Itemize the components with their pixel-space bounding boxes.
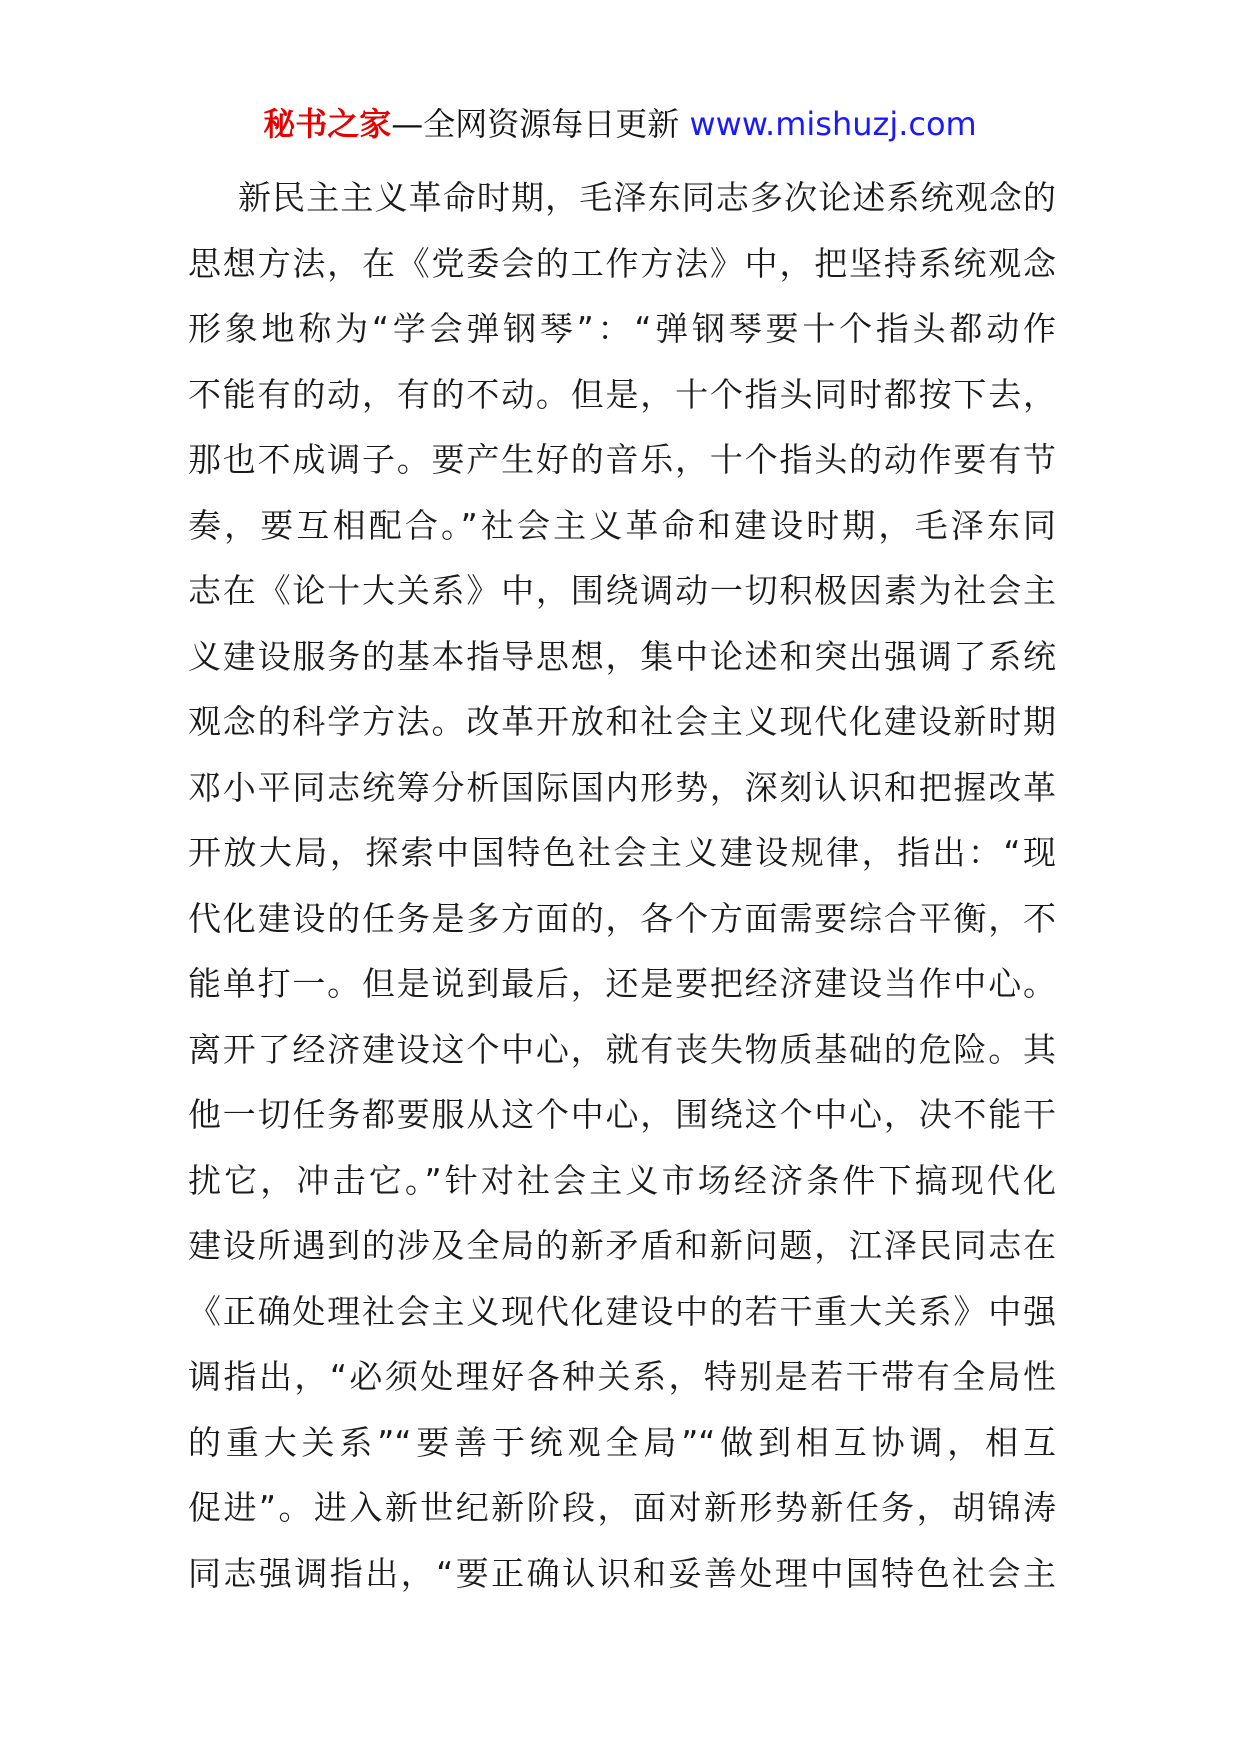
body-paragraph [188, 165, 1056, 1606]
text-line: 邓小平同志统筹分析国际国内形势，深刻认识和把握改革 [188, 767, 1056, 807]
text-line: 扰它，冲击它。”针对社会主义市场经济条件下搞现代化 [188, 1160, 1056, 1200]
text-line: 义建设服务的基本指导思想，集中论述和突出强调了系统 [188, 636, 1056, 676]
text-line: 的重大关系”“要善于统观全局”“做到相互协调，相互 [188, 1422, 1056, 1462]
text-line: 那也不成调子。要产生好的音乐，十个指头的动作要有节 [188, 440, 1056, 479]
text-line: 观念的科学方法。改革开放和社会主义现代化建设新时期 [188, 702, 1056, 741]
website-link[interactable]: www.mishuzj.com [689, 105, 977, 143]
text-line: 代化建设的任务是多方面的，各个方面需要综合平衡，不 [188, 898, 1056, 938]
header-tagline: —全网资源每日更新 [391, 105, 680, 143]
text-line: 形象地称为“学会弹钢琴”：“弹钢琴要十个指头都动作 [188, 309, 1056, 348]
text-line: 同志强调指出，“要正确认识和妥善处理中国特色社会主 [188, 1553, 1056, 1593]
text-line: 思想方法，在《党委会的工作方法》中，把坚持系统观念 [188, 243, 1056, 283]
text-line: 能单打一。但是说到最后，还是要把经济建设当作中心。 [188, 964, 1056, 1003]
text-line: 奏，要互相配合。”社会主义革命和建设时期，毛泽东同 [188, 505, 1056, 545]
text-line: 《正确处理社会主义现代化建设中的若干重大关系》中强 [188, 1291, 1056, 1331]
brand-name: 秘书之家 [263, 105, 392, 143]
page-header [0, 100, 1240, 148]
text-line: 他一切任务都要服从这个中心，围绕这个中心，决不能干 [188, 1095, 1056, 1134]
text-line: 不能有的动，有的不动。但是，十个指头同时都按下去， [188, 374, 1056, 414]
text-line: 志在《论十大关系》中，围绕调动一切积极因素为社会主 [188, 571, 1056, 610]
text-line: 促进”。进入新世纪新阶段，面对新形势新任务，胡锦涛 [188, 1488, 1056, 1527]
text-line: 离开了经济建设这个中心，就有丧失物质基础的危险。其 [188, 1029, 1056, 1069]
text-line: 开放大局，探索中国特色社会主义建设规律，指出：“现 [188, 833, 1056, 872]
text-line: 新民主主义革命时期，毛泽东同志多次论述系统观念的 [238, 178, 1056, 217]
text-line: 建设所遇到的涉及全局的新矛盾和新问题，江泽民同志在 [188, 1226, 1056, 1265]
text-line: 调指出，“必须处理好各种关系，特别是若干带有全局性 [188, 1357, 1056, 1396]
